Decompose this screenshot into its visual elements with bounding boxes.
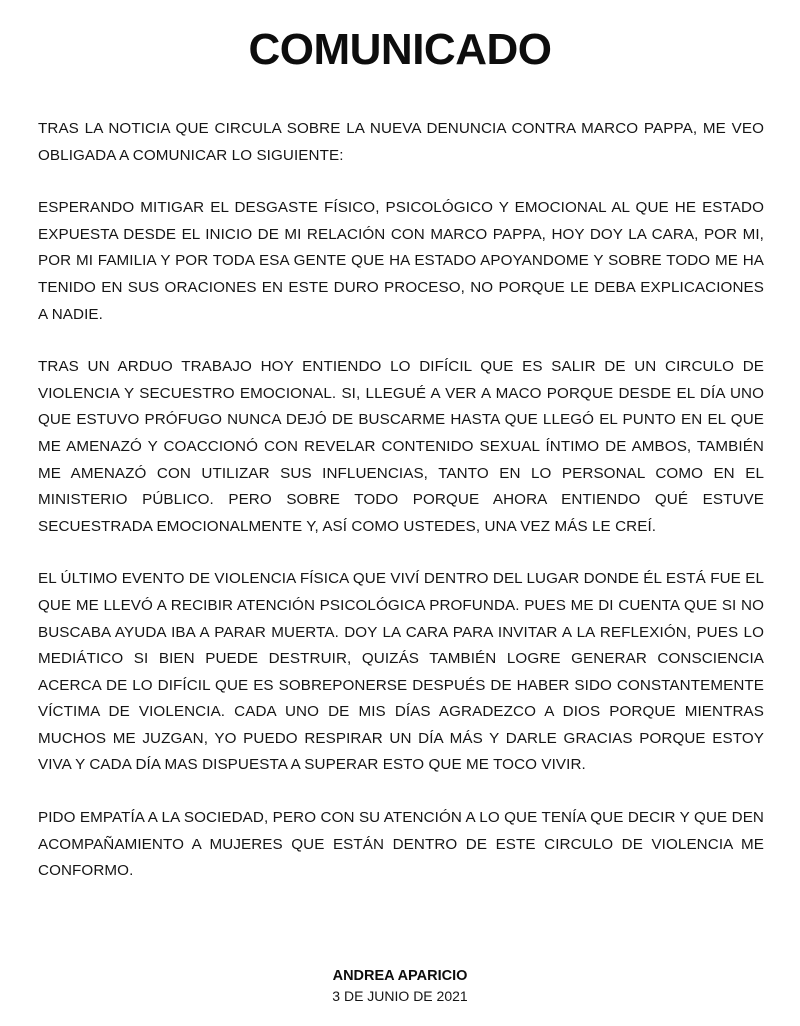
signature-block (0, 966, 800, 1006)
signature-name: ANDREA APARICIO (332, 968, 468, 984)
document-title: COMUNICADO (248, 25, 552, 74)
signature-date: 3 DE JUNIO DE 2021 (332, 988, 468, 1004)
paragraph-mitigation: ESPERANDO MITIGAR EL DESGASTE FÍSICO, PSICOLÓGICO Y EMOCIONAL AL QUE HE ESTADO EXPUESTA DESDE EL INICIO DE MI RELACIÓN CON MARCO PAPPA, HOY DOY LA CARA, POR MI, POR MI FAMILIA Y POR TODA ESA GENTE QUE HA ESTADO APOYANDOME Y SOBRE TODO ME HA TENIDO EN SUS ORACIONES EN ESTE DURO PROCESO, NO PORQUE LE DEBA EXPLICACIONES A NADIE. (38, 199, 764, 323)
paragraph-violence-circle: TRAS UN ARDUO TRABAJO HOY ENTIENDO LO DIFÍCIL QUE ES SALIR DE UN CIRCULO DE VIOLENCIA Y SECUESTRO EMOCIONAL. SI, LLEGUÉ A VER A MACO PORQUE DESDE EL DÍA UNO QUE ESTUVO PRÓFUGO NUNCA DEJÓ DE BUSCARME HASTA QUE LLEGÓ EL PUNTO EN EL QUE ME AMENAZÓ Y COACCIONÓ CON REVELAR CONTENIDO SEXUAL ÍNTIMO DE AMBOS, TAMBIÉN ME AMENAZÓ CON UTILIZAR SUS INFLUENCIAS, TANTO EN LO PERSONAL COMO EN EL MINISTERIO PÚBLICO. PERO SOBRE TODO PORQUE AHORA ENTIENDO QUÉ ESTUVE SECUESTRADA EMOCIONALMENTE Y, ASÍ COMO USTEDES, UNA VEZ MÁS LE CREÍ. (38, 358, 764, 535)
document-body (38, 116, 764, 885)
paragraph-intro: TRAS LA NOTICIA QUE CIRCULA SOBRE LA NUEVA DENUNCIA CONTRA MARCO PAPPA, ME VEO OBLIGADA A COMUNICAR LO SIGUIENTE: (38, 120, 764, 164)
paragraph-empathy: PIDO EMPATÍA A LA SOCIEDAD, PERO CON SU ATENCIÓN A LO QUE TENÍA QUE DECIR Y QUE DEN ACOMPAÑAMIENTO A MUJERES QUE ESTÁN DENTRO DE ESTE CIRCULO DE VIOLENCIA ME CONFORMO. (38, 809, 764, 880)
paragraph-last-event: EL ÚLTIMO EVENTO DE VIOLENCIA FÍSICA QUE VIVÍ DENTRO DEL LUGAR DONDE ÉL ESTÁ FUE EL QUE ME LLEVÓ A RECIBIR ATENCIÓN PSICOLÓGICA PROFUNDA. PUES ME DI CUENTA QUE SI NO BUSCABA AYUDA IBA A PARAR MUERTA. DOY LA CARA PARA INVITAR A LA REFLEXIÓN, PUES LO MEDIÁTICO SI BIEN PUEDE DESTRUIR, QUIZÁS TAMBIÉN LOGRE GENERAR CONSCIENCIA ACERCA DE LO DIFÍCIL QUE ES SOBREPONERSE DESPUÉS DE HABER SIDO CONSTANTEMENTE VÍCTIMA DE VIOLENCIA. CADA UNO DE MIS DÍAS AGRADEZCO A DIOS PORQUE MIENTRAS MUCHOS ME JUZGAN, YO PUEDO RESPIRAR UN DÍA MÁS Y DARLE GRACIAS PORQUE ESTOY VIVA Y CADA DÍA MAS DISPUESTA A SUPERAR ESTO QUE ME TOCO VIVIR. (38, 570, 764, 774)
